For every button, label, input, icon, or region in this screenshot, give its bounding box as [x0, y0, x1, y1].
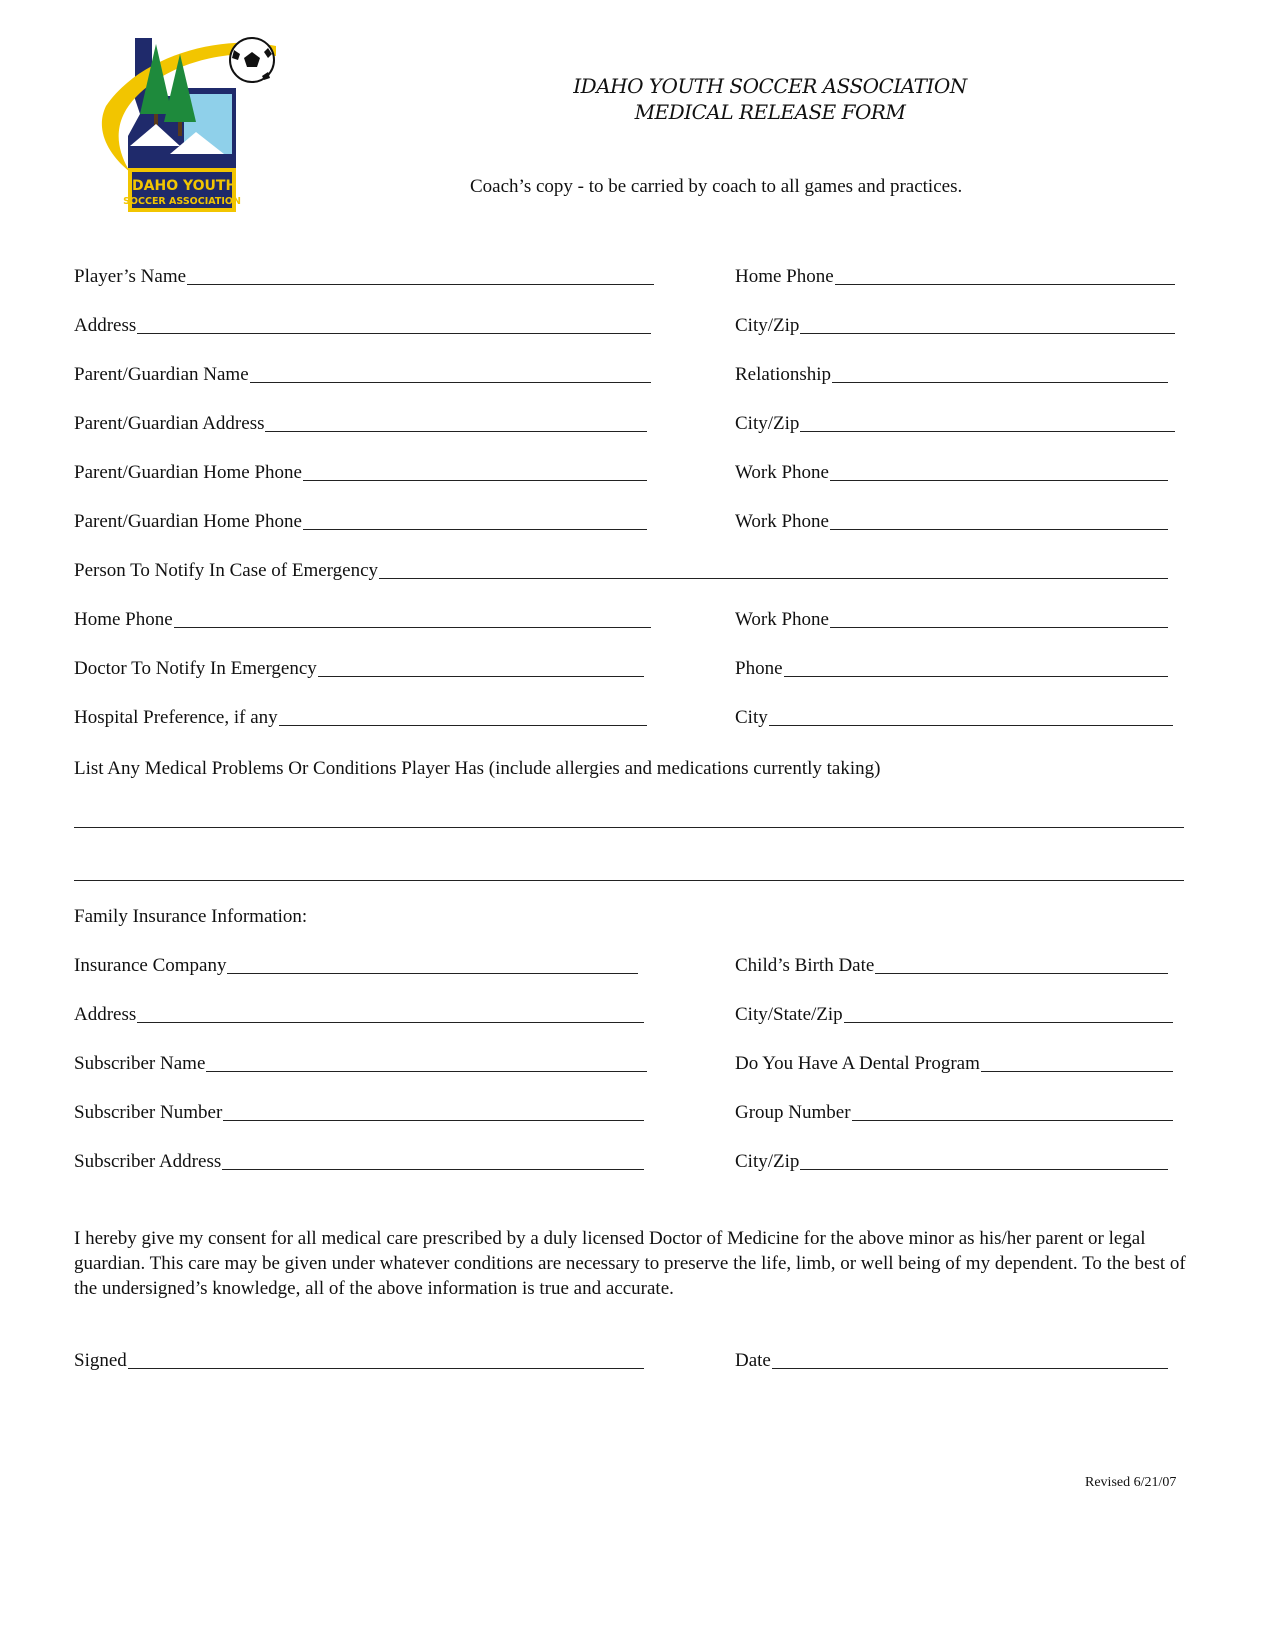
parent-address-label: Parent/Guardian Address	[74, 413, 265, 434]
insurance-company-field[interactable]	[74, 955, 638, 977]
medical-problems-label: List Any Medical Problems Or Conditions Player Has (include allergies and medications currently taking)	[74, 758, 881, 779]
date-field[interactable]	[735, 1350, 1168, 1372]
doctor-phone-field[interactable]	[735, 658, 1168, 680]
revision-date: Revised 6/21/07	[1085, 1475, 1177, 1490]
consent-paragraph: I hereby give my consent for all medical care prescribed by a duly licensed Doctor of Medicine for the above minor as his/her parent or legal guardian. This care may be given under whatever conditions are necessary to preserve the life, limb, or well being of my dependent. To the best of the undersigned’s knowledge, all of the above information is true and accurate.	[74, 1228, 1186, 1299]
form-title-line2: MEDICAL RELEASE FORM	[634, 100, 906, 124]
address-label: Address	[74, 315, 137, 336]
emergency-home-phone-label: Home Phone	[74, 609, 173, 630]
hospital-city-field[interactable]	[735, 707, 1173, 729]
insurance-address-field[interactable]	[74, 1004, 644, 1026]
coach-copy-note: Coach’s copy - to be carried by coach to all games and practices.	[470, 176, 963, 197]
emergency-work-phone-field[interactable]	[735, 609, 1168, 631]
dental-program-label: Do You Have A Dental Program	[735, 1053, 980, 1074]
form-title-line1: IDAHO YOUTH SOCCER ASSOCIATION	[573, 74, 967, 98]
group-number-label: Group Number	[735, 1102, 851, 1123]
doctor-phone-label: Phone	[735, 658, 783, 679]
subscriber-number-label: Subscriber Number	[74, 1102, 223, 1123]
emergency-person-field[interactable]	[74, 560, 1168, 582]
insurance-company-label: Insurance Company	[74, 955, 227, 976]
parent-home-phone-label-1: Parent/Guardian Home Phone	[74, 462, 302, 483]
signature-field[interactable]	[74, 1350, 644, 1372]
address-field[interactable]	[74, 315, 651, 337]
work-phone-label-2: Work Phone	[735, 511, 829, 532]
parent-address-field[interactable]	[74, 413, 647, 435]
parent-name-field[interactable]	[74, 364, 651, 386]
date-label: Date	[735, 1350, 771, 1371]
svg-text:IDAHO YOUTH: IDAHO YOUTH	[126, 178, 238, 194]
subscriber-name-label: Subscriber Name	[74, 1053, 206, 1074]
subscriber-address-field[interactable]	[74, 1151, 644, 1173]
city-zip-label: City/Zip	[735, 315, 800, 336]
subscriber-number-field[interactable]	[74, 1102, 644, 1124]
medical-problems-line-2[interactable]	[74, 880, 1184, 881]
parent-city-zip-field[interactable]	[735, 413, 1175, 435]
hospital-label: Hospital Preference, if any	[74, 707, 278, 728]
doctor-label: Doctor To Notify In Emergency	[74, 658, 317, 679]
relationship-field[interactable]	[735, 364, 1168, 386]
city-state-zip-label: City/State/Zip	[735, 1004, 843, 1025]
city-state-zip-field[interactable]	[735, 1004, 1173, 1026]
work-phone-field-2[interactable]	[735, 511, 1168, 533]
medical-problems-line-1[interactable]	[74, 827, 1184, 828]
home-phone-label: Home Phone	[735, 266, 834, 287]
insurance-address-label: Address	[74, 1004, 137, 1025]
home-phone-field[interactable]	[735, 266, 1175, 288]
emergency-person-label: Person To Notify In Case of Emergency	[74, 560, 379, 581]
doctor-field[interactable]	[74, 658, 644, 680]
subscriber-address-label: Subscriber Address	[74, 1151, 222, 1172]
work-phone-label-1: Work Phone	[735, 462, 829, 483]
birth-date-field[interactable]	[735, 955, 1168, 977]
signed-label: Signed	[74, 1350, 127, 1371]
group-number-field[interactable]	[735, 1102, 1173, 1124]
parent-home-phone-field-1[interactable]	[74, 462, 647, 484]
players-name-field[interactable]	[74, 266, 654, 288]
subscriber-city-zip-field[interactable]	[735, 1151, 1168, 1173]
subscriber-name-field[interactable]	[74, 1053, 647, 1075]
idaho-youth-soccer-logo	[100, 36, 286, 222]
hospital-city-label: City	[735, 707, 768, 728]
hospital-field[interactable]	[74, 707, 647, 729]
parent-name-label: Parent/Guardian Name	[74, 364, 249, 385]
work-phone-field-1[interactable]	[735, 462, 1168, 484]
dental-program-field[interactable]	[735, 1053, 1173, 1075]
family-insurance-heading: Family Insurance Information:	[74, 906, 308, 927]
players-name-label: Player’s Name	[74, 266, 187, 287]
city-zip-field[interactable]	[735, 315, 1175, 337]
birth-date-label: Child’s Birth Date	[735, 955, 875, 976]
relationship-label: Relationship	[735, 364, 832, 385]
emergency-work-phone-label: Work Phone	[735, 609, 829, 630]
svg-text:SOCCER ASSOCIATION: SOCCER ASSOCIATION	[123, 196, 241, 207]
subscriber-city-zip-label: City/Zip	[735, 1151, 800, 1172]
parent-home-phone-field-2[interactable]	[74, 511, 647, 533]
emergency-home-phone-field[interactable]	[74, 609, 651, 631]
parent-city-zip-label: City/Zip	[735, 413, 800, 434]
parent-home-phone-label-2: Parent/Guardian Home Phone	[74, 511, 302, 532]
